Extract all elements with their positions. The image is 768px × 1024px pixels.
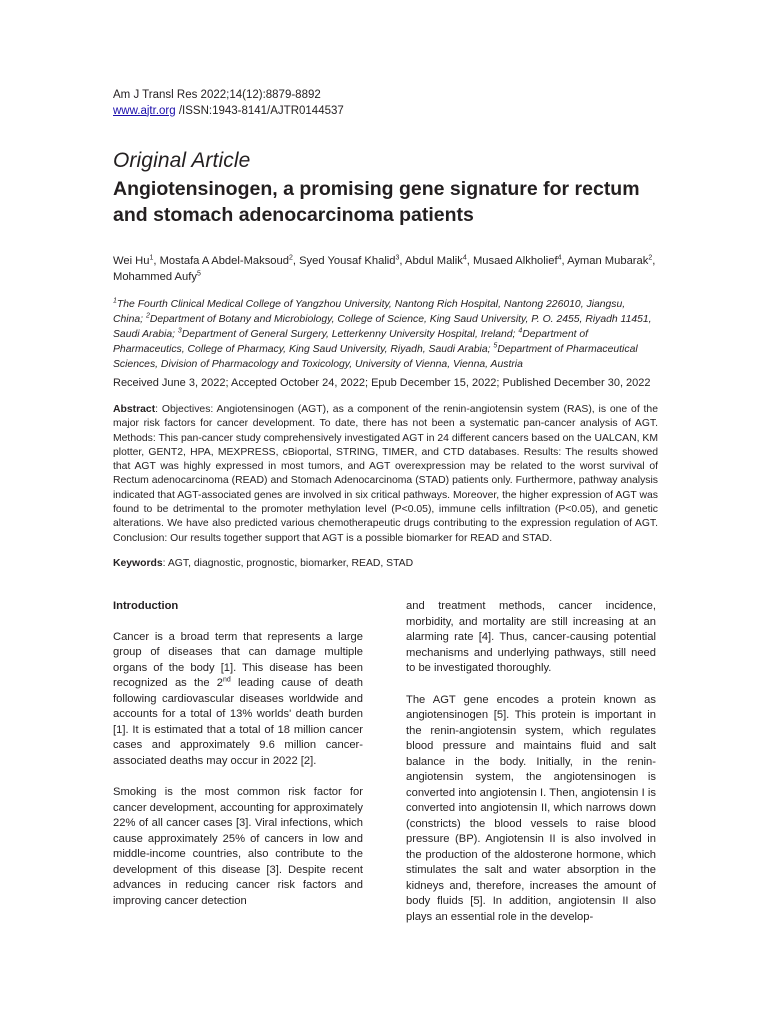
article-type: Original Article (113, 149, 251, 172)
journal-header (113, 88, 344, 119)
abstract (113, 403, 658, 546)
author: Ayman Mubarak$^2$, (567, 254, 656, 267)
abstract-label: Abstract (113, 404, 156, 415)
affiliation: Department of Botany and Microbiology, College of Science, King Saud University, P. O. 2455, Riyadh 11451, Saudi Arabia; (113, 314, 652, 340)
journal-url-line (113, 104, 344, 120)
keywords-label: Keywords (113, 558, 163, 569)
body-column-right (406, 599, 656, 941)
affiliation: Department of Pharmaceutics, College of Pharmacy, King Saud University, Riyadh, Saudi Arabia; (113, 329, 589, 355)
author: Musaed Alkholief$^4$, (472, 254, 568, 267)
journal-issn: /ISSN:1943-8141/AJTR0144537 (175, 104, 344, 117)
author: Wei Hu$^1$, (113, 254, 160, 267)
affiliation: Department of General Surgery, Letterkenny University Hospital, Ireland; (181, 329, 519, 340)
section-heading: Introduction (113, 600, 179, 612)
paragraph: The AGT gene encodes a protein known as angiotensinogen [5]. This protein is important in the renin-angiotensin system, which regulates blood pressure and maintains fluid and salt balance in the body. Initially, in the renin-angiotensin system, the angiotensinogen is converted into angiotensin I. Then, angiotensin I is converted into angiotensin II, which narrows down (constricts) the blood vessels to raise blood pressure (BP). Angiotensin II is also involved in the production of the aldosterone hormone, which stimulates the salt and water absorption in the kidneys and, therefore, increases the amount of body fluids [5]. In addition, angiotensin II also plays an essential role in the develop- (406, 693, 656, 923)
author: Abdul Malik$^4$, (405, 254, 473, 267)
keywords (113, 557, 658, 571)
affiliation: The Fourth Clinical Medical College of Yangzhou University, Nantong Rich Hospital, Nantong 226010, Jiangsu, China; (113, 299, 626, 325)
affiliation: Department of Pharmaceutical Sciences, Division of Pharmacology and Toxicology, University of Vienna, Vienna, Austria (113, 344, 638, 370)
author-list (113, 254, 658, 285)
paragraph: and treatment methods, cancer incidence, morbidity, and mortality are still increasing at an alarming rate [4]. Thus, cancer-causing potential mechanisms and underlying pathways, still need to be investigated thoroughly. (406, 600, 656, 674)
article-title: Angiotensinogen, a promising gene signature for rectum and stomach adenocarcinoma patients (113, 178, 640, 226)
abstract-text: : Objectives: Angiotensinogen (AGT), as a component of the renin-angiotensin system (RAS), is one of the major risk factors for cancer development. To date, there has not been a systematic pan-cancer analysis of AGT. Methods: This pan-cancer study comprehensively investigated AGT in 24 different cancers based on the UALCAN, KM plotter, GENT2, HPA, MEXPRESS, cBioportal, STRING, TIMER, and CTD databases. Results: The results showed that AGT was highly expressed in most tumors, and AGT overexpression may be related to the worst survival of Rectum adenocarcinoma (READ) and Stomach Adenocarcinoma (STAD) patients only. Furthermore, pathway analysis indicated that AGT-associated genes are involved in six critical pathways. Moreover, the higher expression of AGT was found to be detrimental to the promoter methylation level (P<0.05), immune cells infiltration (P<0.05), and genetic alterations. We have also predicted various chemotherapeutic drugs contributing to the expression regulation of AGT. Conclusion: Our results together support that AGT is a possible biomarker for READ and STAD. (113, 404, 658, 544)
affiliations: $^1$The Fourth Clinical Medical College of Yangzhou University, Nantong Rich Hospital, Nantong 226010, Jiangsu, China; $^2$Department of Botany and Microbiology, College of Science, King Saud University, P. O. 2455, Riyadh 11451, Saudi Arabia; $^3$Department of General Surgery, Letterkenny University Hospital, Ireland; $^4$Department of Pharmaceutics, College of Pharmacy, King Saud University, Riyadh, Saudi Arabia; $^5$Department of Pharmaceutical Sciences, Division of Pharmacology and Toxicology, University of Vienna, Vienna, Austria (113, 297, 652, 370)
journal-citation: Am J Transl Res 2022;14(12):8879-8892 (113, 89, 321, 101)
author: Syed Yousaf Khalid$^3$, (299, 254, 406, 267)
author: Mostafa A Abdel-Maksoud$^2$, (159, 254, 300, 267)
publication-dates: Received June 3, 2022; Accepted October 24, 2022; Epub December 15, 2022; Published December 30, 2022 (113, 377, 651, 389)
journal-url-link[interactable]: www.ajtr.org (113, 104, 176, 117)
keywords-text: : AGT, diagnostic, prognostic, biomarker, READ, STAD (162, 558, 414, 569)
author: Mohammed Aufy$^5$ (113, 269, 201, 283)
body-column-left (113, 599, 363, 925)
paragraph: Smoking is the most common risk factor for cancer development, accounting for approximately 22% of all cancer cases [3]. Viral infections, which cause approximately 25% of cancers in low and middle-income countries, also contribute to the development of this disease [3]. Despite recent advances in reducing cancer risk factors and improving cancer detection (113, 786, 363, 907)
paragraph: Cancer is a broad term that represents a large group of diseases that can damage multiple organs of the body [1]. This disease has been recognized as the 2nd leading cause of death following cardiovascular diseases worldwide and accounts for a total of 13% worlds' death burden [1]. It is estimated that a total of 18 million cancer cases and approximately 9.6 million cancer-associated deaths may occur in 2022 [2]. (113, 630, 363, 767)
